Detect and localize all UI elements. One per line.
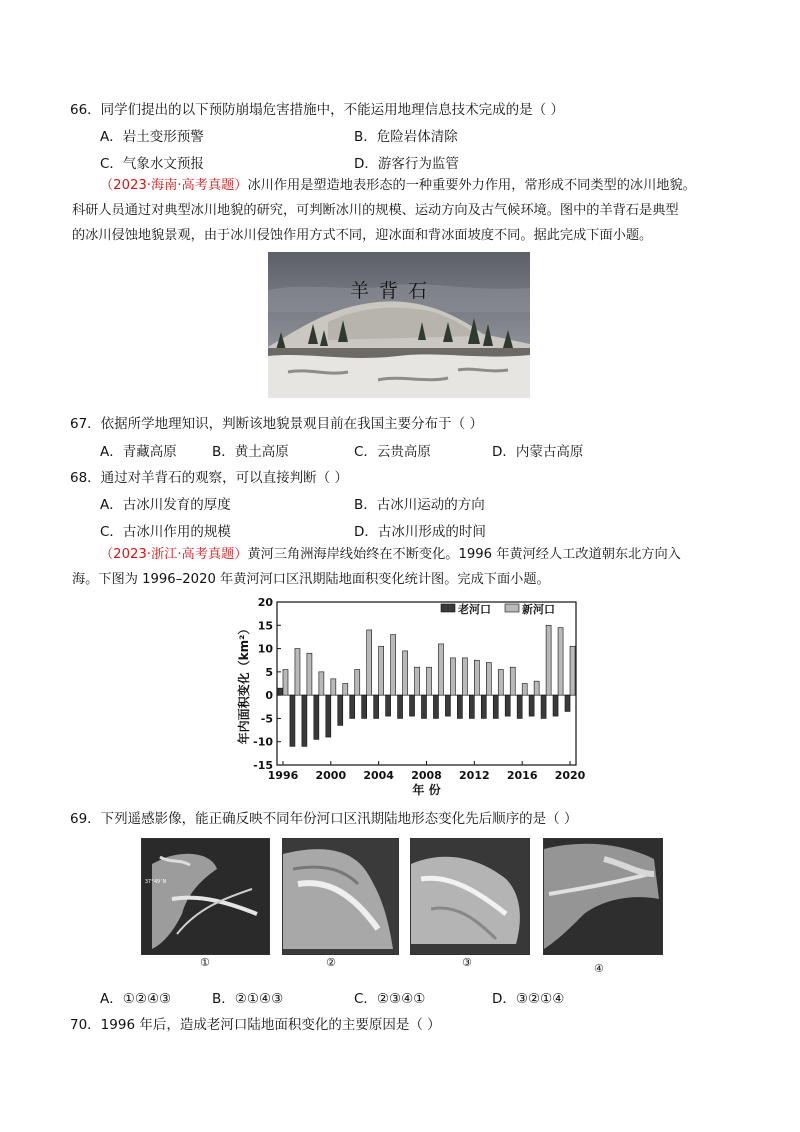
bar-old-mouth [374, 695, 379, 718]
q68-option-d: D．古冰川形成的时间 [354, 524, 486, 540]
q69-stem: 69．下列遥感影像，能正确反映不同年份河口区汛期陆地形态变化先后顺序的是（ ） [70, 811, 578, 827]
q66-option-b: B．危险岩体清除 [354, 129, 458, 145]
y-tick-label: 20 [257, 596, 273, 609]
x-tick-label: 2004 [363, 769, 394, 782]
y-tick-label: -15 [253, 759, 273, 772]
intro2-line2: 海。下图为 1996–2020 年黄河河口区汛期陆地面积变化统计图。完成下面小题。 [72, 572, 550, 587]
intro2-line1 [100, 542, 760, 567]
bar-new-mouth [331, 679, 336, 695]
x-tick-label: 2012 [459, 769, 490, 782]
y-tick-label: 5 [265, 665, 273, 679]
bar-new-mouth [462, 658, 467, 695]
bar-old-mouth [421, 695, 426, 718]
bar-old-mouth [410, 695, 415, 716]
image-4-label: ④ [594, 962, 604, 975]
q68-option-a: A．古冰川发育的厚度 [100, 497, 231, 513]
q66-option-d: D．游客行为监管 [354, 156, 459, 172]
bar-old-mouth [481, 695, 486, 718]
bar-old-mouth [565, 695, 570, 711]
q69-option-c: C．②③④① [354, 991, 426, 1007]
y-tick-label: -10 [253, 735, 273, 749]
bar-old-mouth [278, 688, 283, 695]
bar-new-mouth [379, 646, 384, 695]
intro1-line1 [100, 173, 760, 198]
remote-sensing-image-2 [282, 838, 399, 955]
bar-old-mouth [529, 695, 534, 716]
bar-new-mouth [427, 667, 432, 695]
bar-old-mouth [290, 695, 295, 746]
remote-sensing-image-1: 37°49'N [141, 838, 270, 955]
intro1-source: （2023·海南·高考真题） [100, 178, 248, 193]
bar-old-mouth [433, 695, 438, 718]
image-2-label: ② [326, 956, 336, 969]
x-tick-label: 2020 [554, 769, 586, 782]
q66-option-c: C．气象水文预报 [100, 156, 204, 172]
legend-swatch [441, 604, 455, 612]
bar-old-mouth [386, 695, 391, 716]
q66-stem: 66．同学们提出的以下预防崩塌危害措施中，不能运用地理信息技术完成的是（ ） [70, 102, 564, 118]
bar-old-mouth [553, 695, 558, 716]
bar-new-mouth [355, 670, 360, 696]
bar-new-mouth [367, 630, 372, 695]
bar-old-mouth [326, 695, 331, 737]
intro1-line3: 的冰川侵蚀地貌景观，由于冰川侵蚀作用方式不同，迎冰面和背冰面坡度不同。据此完成下面小题。 [72, 228, 653, 243]
bar-old-mouth [541, 695, 546, 718]
legend-label: 老河口 [458, 603, 491, 616]
x-tick-label: 1996 [267, 769, 299, 782]
x-tick-label: 2016 [506, 769, 538, 782]
y-tick-label: 10 [257, 642, 273, 656]
q67-stem: 67．依据所学地理知识，判断该地貌景观目前在我国主要分布于（ ） [70, 416, 483, 432]
bar-new-mouth [307, 653, 312, 695]
intro1-line2: 科研人员通过对典型冰川地貌的研究，可判断冰川的规模、运动方向及古气候环境。图中的羊背石是典型 [72, 203, 679, 218]
bar-old-mouth [398, 695, 403, 718]
photo-label: 羊背石 [350, 280, 438, 302]
bar-new-mouth [558, 628, 563, 696]
intro2-text1: 黄河三角洲海岸线始终在不断变化。1996 年黄河经人工改道朝东北方向入 [247, 547, 681, 562]
bar-old-mouth [362, 695, 367, 718]
y-tick-label: 0 [265, 689, 273, 703]
q68-option-c: C．古冰川作用的规模 [100, 524, 231, 540]
q68-option-b: B．古冰川运动的方向 [354, 497, 485, 513]
image-3-label: ③ [462, 956, 472, 969]
remote-sensing-image-3 [410, 838, 530, 955]
bar-new-mouth [438, 644, 443, 695]
x-axis-label: 年 份 [412, 783, 441, 797]
q70-stem: 70．1996 年后，造成老河口陆地面积变化的主要原因是（ ） [70, 1017, 441, 1033]
bar-new-mouth [546, 625, 551, 695]
bar-old-mouth [469, 695, 474, 718]
bar-old-mouth [493, 695, 498, 718]
roche-moutonnee-photo [268, 252, 530, 398]
bar-new-mouth [498, 670, 503, 696]
bar-new-mouth [450, 658, 455, 695]
legend-label: 新河口 [522, 603, 555, 616]
image-1-label: ① [200, 956, 210, 969]
bar-new-mouth [391, 635, 396, 696]
bar-old-mouth [505, 695, 510, 716]
x-tick-label: 2000 [315, 769, 347, 782]
q67-option-a: A．青藏高原 [100, 444, 177, 460]
intro1-text1: 冰川作用是塑造地表形态的一种重要外力作用，常形成不同类型的冰川地貌。 [247, 178, 696, 193]
bar-old-mouth [338, 695, 343, 725]
q67-option-d: D．内蒙古高原 [492, 444, 584, 460]
y-tick-label: -5 [260, 712, 273, 726]
bar-new-mouth [295, 649, 300, 696]
bar-old-mouth [314, 695, 319, 739]
bar-new-mouth [403, 651, 408, 695]
bar-old-mouth [445, 695, 450, 716]
land-area-change-chart [236, 592, 586, 797]
legend-swatch [505, 604, 519, 612]
bar-old-mouth [517, 695, 522, 718]
q69-option-d: D．③②①④ [492, 991, 565, 1007]
bar-new-mouth [522, 684, 527, 696]
bar-new-mouth [319, 672, 324, 695]
bar-new-mouth [415, 667, 420, 695]
remote-sensing-image-4 [543, 838, 663, 955]
x-tick-label: 2008 [411, 769, 442, 782]
bar-new-mouth [510, 667, 515, 695]
q67-option-b: B．黄土高原 [212, 444, 289, 460]
bar-new-mouth [343, 684, 348, 696]
bar-old-mouth [350, 695, 355, 718]
bar-new-mouth [474, 660, 479, 695]
bar-new-mouth [486, 663, 491, 696]
intro2-source: （2023·浙江·高考真题） [100, 547, 248, 562]
y-tick-label: 15 [257, 619, 273, 633]
q69-option-a: A．①②④③ [100, 991, 172, 1007]
bar-old-mouth [302, 695, 307, 746]
bar-old-mouth [457, 695, 462, 718]
q68-stem: 68．通过对羊背石的观察，可以直接判断（ ） [70, 470, 348, 486]
y-axis-label: 年内面积变化（km²） [237, 622, 251, 745]
q69-option-b: B．②①④③ [212, 991, 284, 1007]
bar-new-mouth [534, 681, 539, 695]
q67-option-c: C．云贵高原 [354, 444, 431, 460]
bar-new-mouth [570, 646, 575, 695]
bar-new-mouth [283, 670, 288, 696]
q66-option-a: A．岩土变形预警 [100, 129, 204, 145]
